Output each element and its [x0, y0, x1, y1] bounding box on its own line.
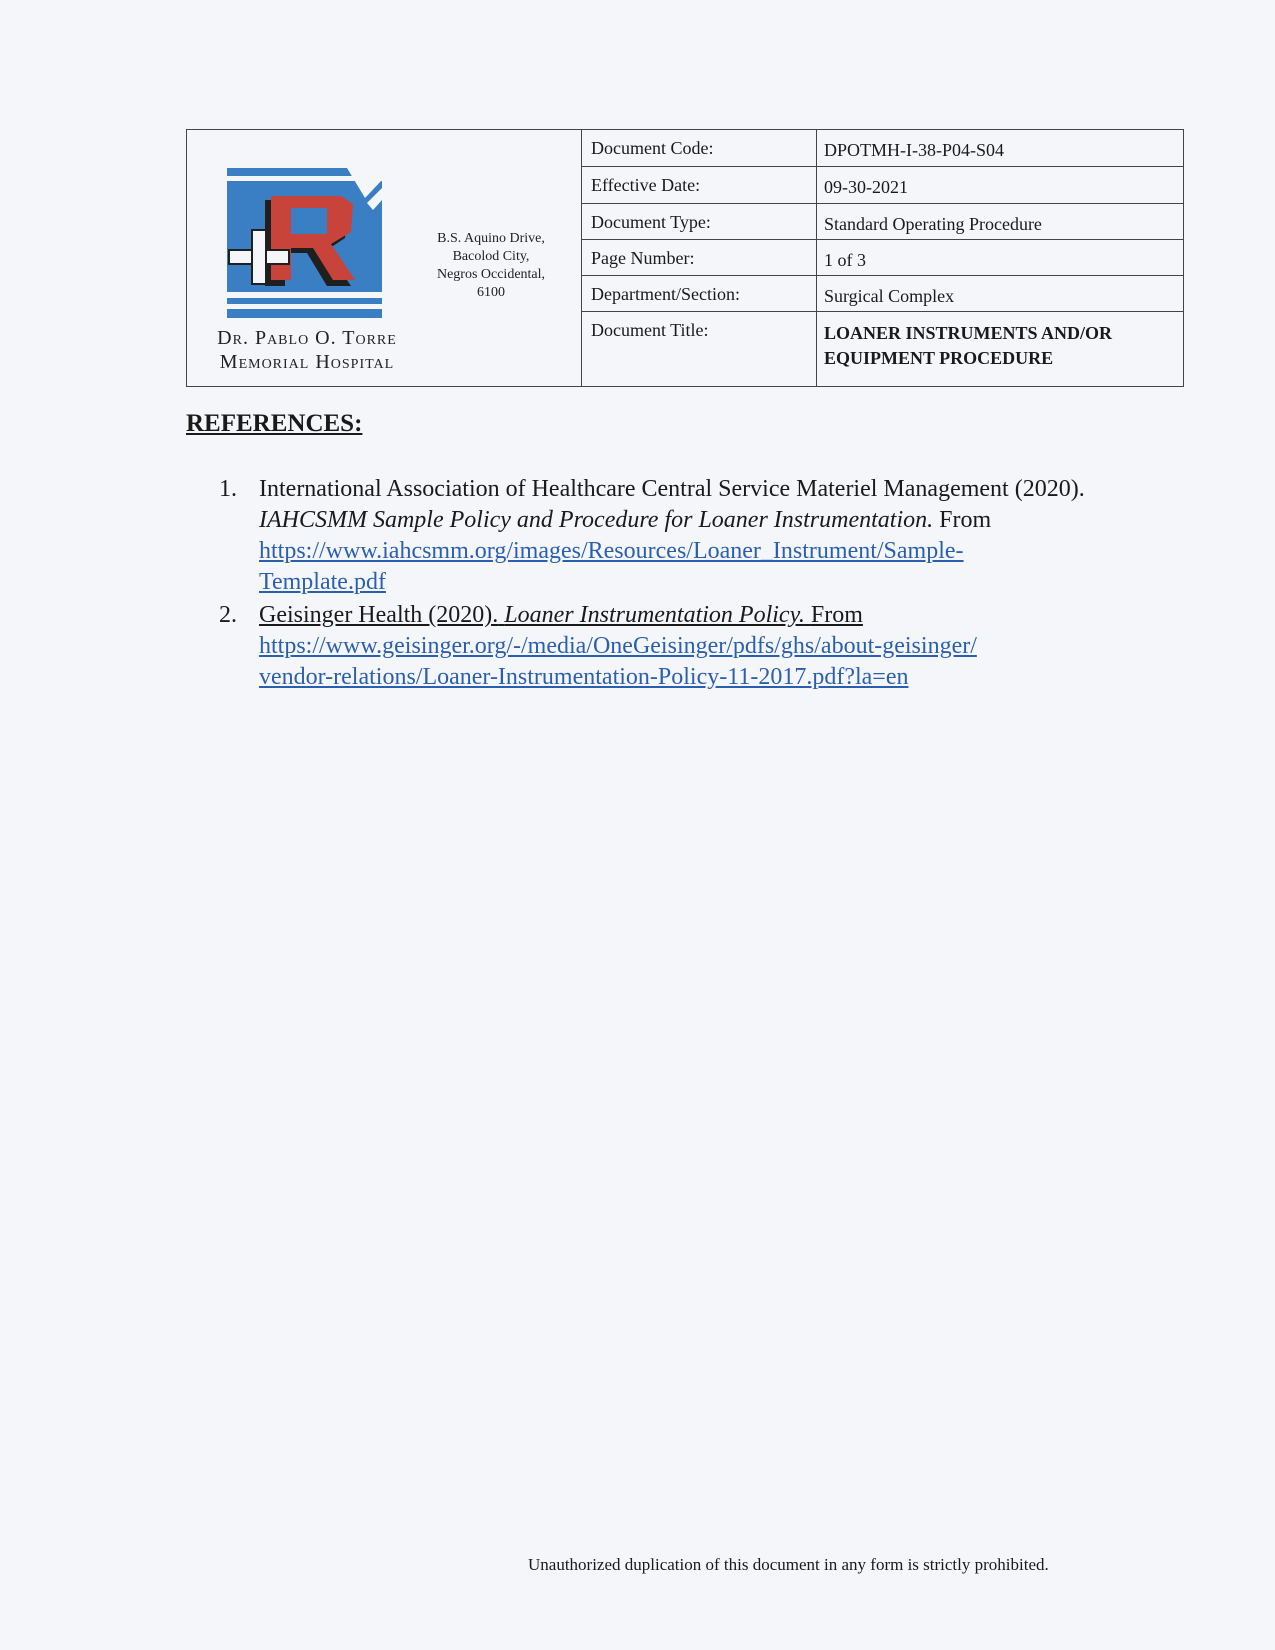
reference-number: 1. — [219, 476, 237, 502]
list-item — [216, 600, 1136, 693]
hospital-address: B.S. Aquino Drive, Bacolod City, Negros Occidental, 6100 — [436, 231, 546, 300]
hospital-logo-icon — [227, 168, 382, 318]
document-title-value: LOANER INSTRUMENTS AND/OR EQUIPMENT PROCEDURE — [817, 312, 1184, 387]
reference-citation: Geisinger Health (2020). Loaner Instrumentation Policy. From — [259, 602, 863, 628]
reference-link[interactable]: https://www.geisinger.org/-/media/OneGeisinger/pdfs/ghs/about-geisinger/ vendor-relations/Loaner-Instrumentation-Policy-11-2017.pdf?la=en — [259, 633, 977, 690]
field-label: Effective Date: — [582, 167, 817, 204]
field-label: Department/Section: — [582, 276, 817, 312]
document-code-value: DPOTMH-I-38-P04-S04 — [817, 130, 1184, 167]
reference-link[interactable]: https://www.iahcsmm.org/images/Resources/Loaner_Instrument/Sample- Template.pdf — [259, 538, 964, 595]
reference-from: From — [939, 507, 992, 533]
references-heading: REFERENCES: — [186, 410, 363, 437]
list-item — [216, 474, 1136, 598]
effective-date-value: 09-30-2021 — [817, 167, 1184, 204]
reference-author: International Association of Healthcare Central Service Materiel Management (2020). — [259, 476, 1085, 502]
reference-number: 2. — [219, 602, 237, 628]
document-type-value: Standard Operating Procedure — [817, 204, 1184, 240]
reference-title: IAHCSMM Sample Policy and Procedure for Loaner Instrumentation. — [259, 507, 934, 533]
field-label: Document Type: — [582, 204, 817, 240]
logo-cell — [187, 130, 582, 387]
footer-notice: Unauthorized duplication of this document in any form is strictly prohibited. — [528, 1555, 1049, 1574]
page-number-value: 1 of 3 — [817, 240, 1184, 276]
document-header-table — [186, 129, 1184, 387]
references-list — [216, 474, 1136, 695]
hospital-name: Dr. Pablo O. Torre Memorial Hospital — [217, 327, 397, 373]
hospital-logo — [227, 168, 382, 318]
field-label: Document Code: — [582, 130, 817, 167]
field-label: Document Title: — [582, 312, 817, 387]
field-label: Page Number: — [582, 240, 817, 276]
department-value: Surgical Complex — [817, 276, 1184, 312]
